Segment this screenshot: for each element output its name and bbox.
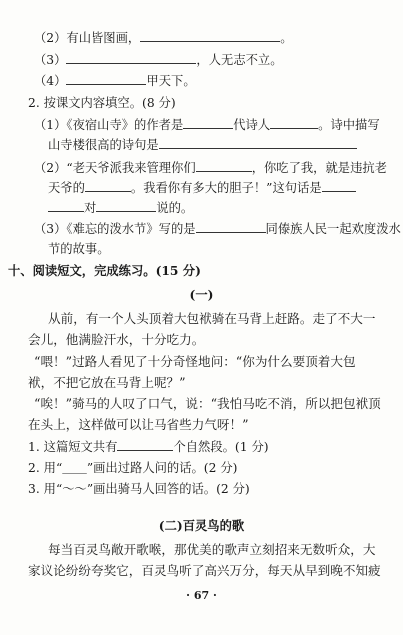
q2-p3-text-b: 同傣族人民一起欢度泼水 <box>265 222 401 236</box>
answer-blank[interactable] <box>196 160 252 172</box>
q2-heading: 2. 按课文内容填空。(8 分) <box>28 96 176 110</box>
answer-blank[interactable] <box>322 180 356 192</box>
answer-blank[interactable] <box>183 117 233 129</box>
page-number: · 67 · <box>186 589 217 602</box>
fill-blank-3-pre: （3） <box>34 53 67 67</box>
fill-blank-2-pre: （2）有山皆图画， <box>34 31 141 45</box>
q2-part1-line2 <box>48 137 357 153</box>
answer-blank[interactable] <box>196 221 266 233</box>
answer-blank[interactable] <box>48 200 84 212</box>
exercise-2-text-b: ”画出过路人问的话。(2 分) <box>86 461 238 475</box>
exercise-2-text-a: 2. 用“ <box>28 461 63 475</box>
answer-blank[interactable] <box>85 180 131 192</box>
passage1-para1-line1: 从前，有一个人头顶着大包袱骑在马背上赶路。走了不大一 <box>48 311 376 326</box>
fill-blank-4-post: 甲天下。 <box>146 74 196 88</box>
q2-part3-line2: 节的故事。 <box>48 242 110 256</box>
exercise-1 <box>28 439 269 455</box>
straight-underline-mark: ＿＿ <box>62 461 87 475</box>
q2-part2-line2 <box>48 180 356 196</box>
passage1-para3-line2: 在头上，这样做可以让马省些力气呀！” <box>28 417 249 432</box>
exercise-3-text-b: ”画出骑马人回答的话。(2 分) <box>86 482 250 496</box>
q2-p1-line2-text: 山寺楼很高的诗句是 <box>48 138 159 152</box>
q2-p2-line3-text-b: 说的。 <box>156 201 194 215</box>
passage1-para2-line1: “喂！”过路人看见了十分奇怪地问：“你为什么要顶着大包 <box>34 354 356 369</box>
passage2-line1: 每当百灵鸟敞开歌喉，那优美的歌声立刻招来无数听众，大 <box>48 542 376 557</box>
answer-blank[interactable] <box>159 137 357 149</box>
exercise-1-text-a: 1. 这篇短文共有 <box>28 440 118 454</box>
answer-blank[interactable] <box>66 52 196 64</box>
section10-heading: 十、阅读短文，完成练习。(15 分) <box>8 263 201 278</box>
answer-blank[interactable] <box>140 30 280 42</box>
passage1-para1-line2: 会儿，他满脸汗水，十分吃力。 <box>28 332 205 347</box>
q2-part2-line1 <box>34 160 387 176</box>
fill-blank-2-post: 。 <box>280 31 293 45</box>
fill-blank-4-pre: （4） <box>34 74 67 88</box>
fill-blank-2 <box>34 30 293 46</box>
exercise-3 <box>28 481 250 497</box>
q2-p2-line2-text-a: 天爷的 <box>48 181 85 195</box>
passage1-para3-line1: “唉！”骑马的人叹了口气，说：“我怕马吃不消，所以把包袱顶 <box>34 396 381 411</box>
fill-blank-3 <box>34 52 283 68</box>
q2-part2-line3 <box>48 200 193 216</box>
q2-p2-text-a: （2）“老天爷派我来管理你们 <box>34 161 196 175</box>
q2-p2-line3-text-a: 对 <box>84 201 97 215</box>
q2-part3-line1 <box>34 221 401 237</box>
answer-blank[interactable] <box>117 439 173 451</box>
part1-title: (一) <box>189 287 214 302</box>
q2-p3-text-a: （3）《难忘的泼水节》写的是 <box>34 222 196 236</box>
q2-part1-line1 <box>34 117 380 133</box>
exercise-2 <box>28 460 237 476</box>
exercise-1-text-b: 个自然段。(1 分) <box>173 440 269 454</box>
q2-p2-line2-text-b: 。我看你有多大的胆子！”这句话是 <box>130 181 322 195</box>
answer-blank[interactable] <box>96 200 156 212</box>
fill-blank-4 <box>34 73 196 89</box>
answer-blank[interactable] <box>66 73 146 85</box>
passage1-para2-line2: 袱，不把它放在马背上呢？” <box>28 375 186 390</box>
answer-blank[interactable] <box>270 117 318 129</box>
q2-p2-text-b: ，你吃了我，就是违抗老 <box>251 161 387 175</box>
wavy-underline-mark: ～～ <box>62 482 87 496</box>
part2-title: (二)百灵鸟的歌 <box>158 518 245 533</box>
fill-blank-3-post: ，人无志不立。 <box>196 53 283 67</box>
passage2-line2: 家议论纷纷夸奖它，百灵鸟听了高兴万分，每天从早到晚不知疲 <box>28 563 381 578</box>
q2-p1-text-b: 代诗人 <box>233 118 271 132</box>
q2-p1-text-c: 。诗中描写 <box>318 118 380 132</box>
q2-p1-text-a: （1）《夜宿山寺》的作者是 <box>34 118 184 132</box>
exercise-3-text-a: 3. 用“ <box>28 482 63 496</box>
